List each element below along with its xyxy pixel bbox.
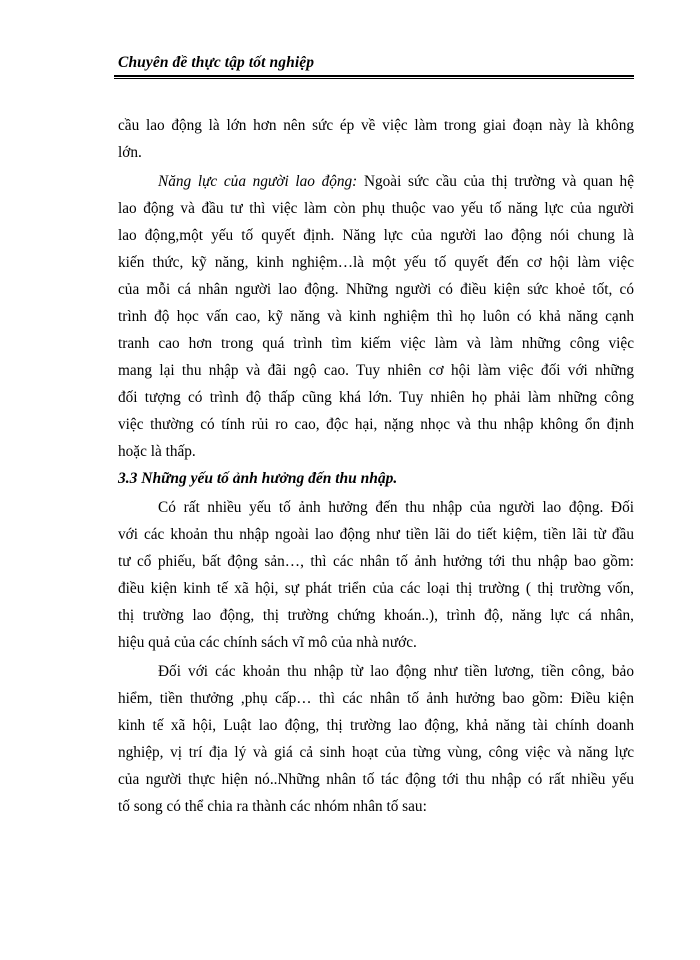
text-line: tư cổ phiếu, bất động sản…, thì các nhân tố ảnh hưởng tới thu nhập bao gồm: bbox=[118, 553, 634, 570]
text-line: lớn. bbox=[118, 144, 142, 161]
section-heading: 3.3 Những yếu tố ảnh hưởng đến thu nhập. bbox=[118, 470, 398, 487]
text-span: Ngoài sức cầu của thị trường và quan hệ bbox=[357, 173, 634, 190]
text-line: kinh tế xã hội, Luật lao động, thị trường lao động, khả năng tài chính doanh bbox=[118, 717, 634, 734]
text-line: hiểm, tiền thưởng ,phụ cấp… thì các nhân tố ảnh hưởng bao gồm: Điều kiện bbox=[118, 690, 634, 707]
text-line: của mỗi cá nhân người lao động. Những người có điều kiện sức khoẻ tốt, có bbox=[118, 281, 634, 298]
text-line: điều kiện kinh tế xã hội, sự phát triển của các loại thị trường ( thị trường vốn, bbox=[118, 580, 634, 597]
text-line: tranh cao hơn trong quá trình tìm kiếm việc làm và làm những công việc bbox=[118, 335, 634, 352]
running-header: Chuyên đề thực tập tốt nghiệp bbox=[118, 54, 315, 71]
header-rule bbox=[114, 75, 634, 79]
emphasis-lead: Năng lực của người lao động: bbox=[158, 173, 358, 190]
text-line: lao động và đầu tư thì việc làm còn phụ thuộc vao yếu tố năng lực của người bbox=[118, 200, 634, 217]
text-line: cầu lao động là lớn hơn nên sức ép về việc làm trong giai đoạn này là không bbox=[118, 117, 634, 134]
text-line: mang lại thu nhập và đãi ngộ cao. Tuy nhiên cơ hội làm việc đối với những bbox=[118, 362, 634, 379]
text-line: Có rất nhiều yếu tố ảnh hưởng đến thu nhập của người lao động. Đối bbox=[158, 499, 634, 516]
text-line: trình độ học vấn cao, kỹ năng và kinh nghiệm thì họ luôn có khả năng cạnh bbox=[118, 308, 634, 325]
text-line: với các khoản thu nhập ngoài lao động như tiền lãi do tiết kiệm, tiền lãi từ đầu bbox=[118, 526, 634, 543]
text-line: Đối với các khoản thu nhập từ lao động như tiền lương, tiền công, bảo bbox=[158, 663, 634, 680]
text-line: hiệu quả của các chính sách vĩ mô của nhà nước. bbox=[118, 634, 417, 651]
text-line: việc thường có tính rủi ro cao, độc hại, nặng nhọc và thu nhập không ổn định bbox=[118, 416, 634, 433]
text-line: kiến thức, kỹ năng, kinh nghiệm…là một yếu tố quyết đến cơ hội làm việc bbox=[118, 254, 634, 271]
text-line: thị trường lao động, thị trường chứng khoán..), trình độ, năng lực cá nhân, bbox=[118, 607, 634, 624]
text-line: tố song có thể chia ra thành các nhóm nhân tố sau: bbox=[118, 798, 427, 815]
text-line bbox=[158, 172, 634, 192]
text-line: đối tượng có trình độ thấp cũng khá lớn. Tuy nhiên họ phải làm những công bbox=[118, 389, 634, 406]
text-line: của người thực hiện nó..Những nhân tố tác động tới thu nhập có rất nhiều yếu bbox=[118, 771, 634, 788]
text-line: hoặc là thấp. bbox=[118, 443, 196, 460]
text-line: nghiệp, vị trí địa lý và giá cả sinh hoạt của từng vùng, công việc và năng lực bbox=[118, 744, 634, 761]
text-line: lao động,một yếu tố quyết định. Năng lực của người lao động nói chung là bbox=[118, 227, 634, 244]
